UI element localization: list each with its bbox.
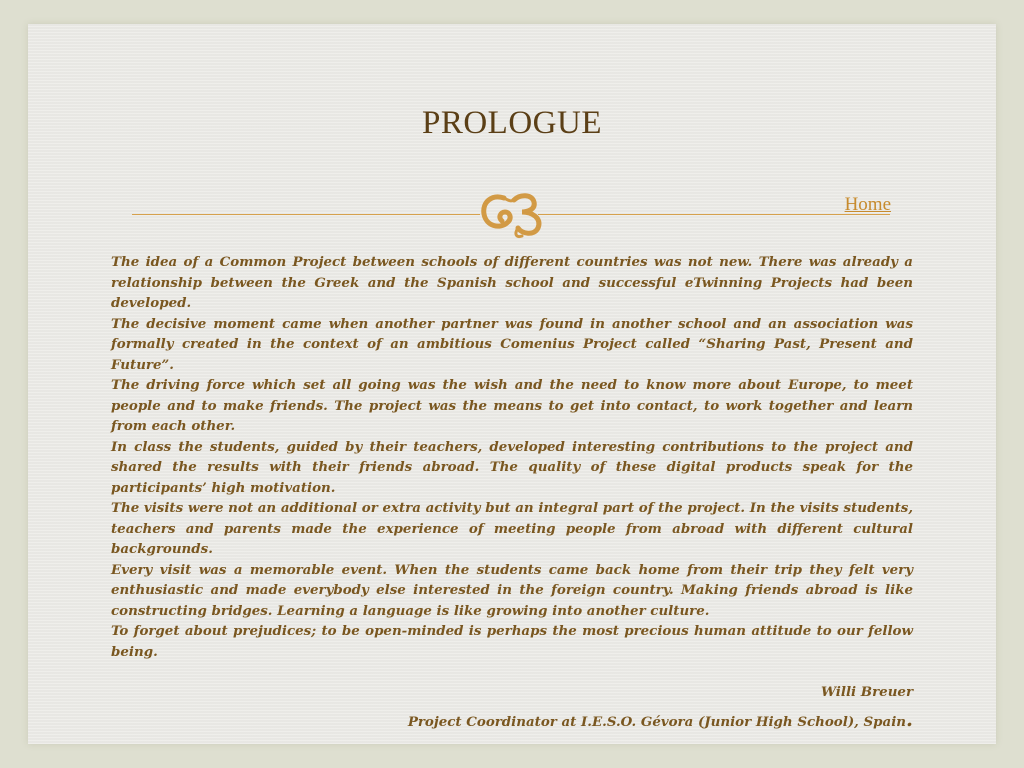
page-title: PROLOGUE <box>421 105 602 141</box>
divider-right <box>538 214 890 215</box>
paragraph: The idea of a Common Project between schools of different countries was not new. There was already a relationship between the Greek and the Spanish school and successful eTwinning Projects had been developed. <box>111 254 913 311</box>
signature-role: Project Coordinator at I.E.S.O. Gévora (Junior High School), Spain <box>407 714 907 730</box>
paragraph: To forget about prejudices; to be open-minded is perhaps the most precious human attitude to our fellow being. <box>111 623 913 660</box>
paragraph: The decisive moment came when another partner was found in another school and an association was formally created in the context of an ambitious Comenius Project called “Sharing Past, Present and Future”. <box>111 315 913 373</box>
paragraph: In class the students, guided by their teachers, developed interesting contributions to the project and shared the results with their friends abroad. The quality of these digital products speak for the participants’ high motivation. <box>111 438 913 496</box>
signature-role-end: . <box>906 707 913 731</box>
signature-block <box>408 682 913 732</box>
divider-left <box>132 214 480 215</box>
signature-name: Willi Breuer <box>820 684 913 700</box>
paragraph: Every visit was a memorable event. When the students came back home from their trip they felt very enthusiastic and made everybody else interested in the foreign country. Making friends abroad is like constructing bridges. Learning a language is like growing into another culture. <box>111 561 913 619</box>
paragraph: The visits were not an additional or extra activity but an integral part of the project. In the visits students, teachers and parents made the experience of meeting people from abroad with different cultural backgrounds. <box>111 500 913 557</box>
home-link[interactable]: Home <box>844 194 891 215</box>
prologue-body <box>111 252 913 662</box>
flourish-ornament-icon <box>474 188 552 240</box>
paragraph: The driving force which set all going was the wish and the need to know more about Europe, to meet people and to make friends. The project was the means to get into contact, to work together and learn from each other. <box>111 377 913 434</box>
signature-role-line <box>408 709 913 732</box>
